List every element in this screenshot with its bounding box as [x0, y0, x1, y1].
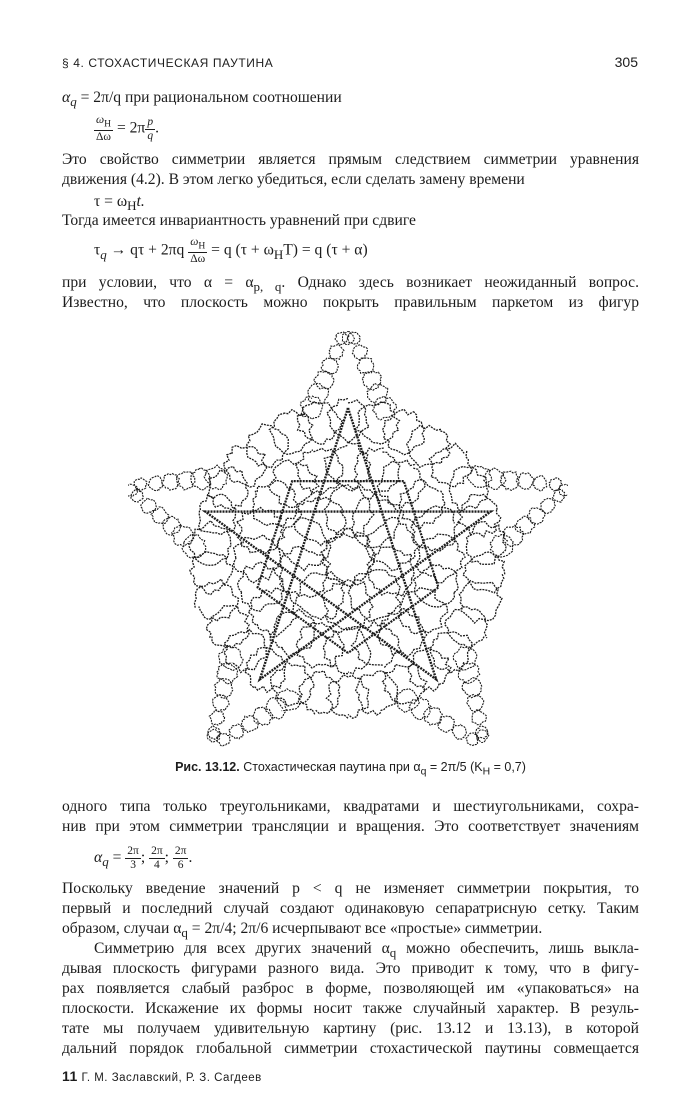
paragraph-line: Тогда имеется инвариантность уравнений при сдвиге: [62, 212, 416, 229]
paragraph-line: движения (4.2). В этом легко убедиться, если сделать замену времени: [62, 171, 525, 188]
page-number: 305: [614, 54, 638, 70]
paragraph-line: нив при этом симметрии трансляции и вращения. Это соответствует значениям: [62, 818, 639, 835]
signature-footer: 11 Г. М. Заславский, Р. З. Сагдеев: [62, 1068, 262, 1084]
paragraph-line: Это свойство симметрии является прямым следствием симметрии уравнения: [62, 151, 639, 168]
paragraph-line: плоскости. Искажение их формы носит также случайный характер. В резуль-: [62, 1000, 639, 1017]
paragraph-line: при условии, что $\alpha = \alpha_{p, q}$. Однако здесь возникает неожиданный вопрос.: [62, 274, 639, 295]
paragraph-line: первый и последний случай создают одинаковую сепаратрисную сетку. Таким: [62, 900, 639, 917]
formula-shift: $\tau_q \to q\tau + 2\pi q$ $\frac{\omega_H}{\Delta\omega}$ = q $(\tau + \omega_HT) = q$ (τ + α): [94, 236, 368, 266]
section-title: § 4. СТОХАСТИЧЕСКАЯ ПАУТИНА: [62, 56, 274, 70]
running-header: [62, 56, 638, 76]
stochastic-web-figure: [128, 328, 568, 756]
formula-time-substitution: $\tau = \omega_Ht$.: [94, 193, 145, 214]
formula-ratio: $\frac{\omega_H}{\Delta\omega}$ = 2π $\frac{p}{q}$ .: [96, 114, 159, 144]
alpha-symbol: α: [62, 89, 71, 106]
paragraph-line: дывая плоскость фигурами разного вида. Это приводит к тому, что в фигу-: [62, 960, 639, 977]
paragraph-line: Известно, что плоскость можно покрыть правильным паркетом из фигур: [62, 294, 639, 311]
figure-caption: Рис. 13.12. Стохастическая паутина при $\alpha_q = 2\pi/5$ $(K_H = 0,7)$: [175, 760, 526, 778]
alpha-subscript: q: [70, 94, 77, 110]
paragraph-line: Поскольку введение значений p < q не изменяет симметрии покрытия, то: [62, 880, 639, 897]
paragraph-line: дальний порядок глобальной симметрии стохастической паутины совмещается: [62, 1040, 639, 1057]
paragraph-line: Симметрию для всех других значений $\alpha_q$ можно обеспечить, лишь выкла-: [94, 940, 640, 961]
formula-alpha-values: $\alpha_q$ = $\frac{2\pi}{3}$ ; $\frac{2\pi}{4}$ ; $\frac{2\pi}{6}$ .: [94, 845, 193, 871]
paragraph-line: образом, случаи $\alpha_q = 2\pi/4$; 2π/6 исчерпывают все «простые» симметрии.: [62, 920, 543, 941]
paragraph-line: тате мы получаем удивительную картину (рис. 13.12 и 13.13), в которой: [62, 1020, 639, 1037]
formula-line-1: [62, 88, 639, 112]
paragraph-line: рах появляется слабый разброс в форме, позволяющей им «упаковаться» на: [62, 980, 639, 997]
paragraph-line: одного типа только треугольниками, квадратами и шестиугольниками, сохра-: [62, 798, 639, 815]
text-ratio: = 2π/q при рациональном соотношении: [76, 89, 342, 106]
